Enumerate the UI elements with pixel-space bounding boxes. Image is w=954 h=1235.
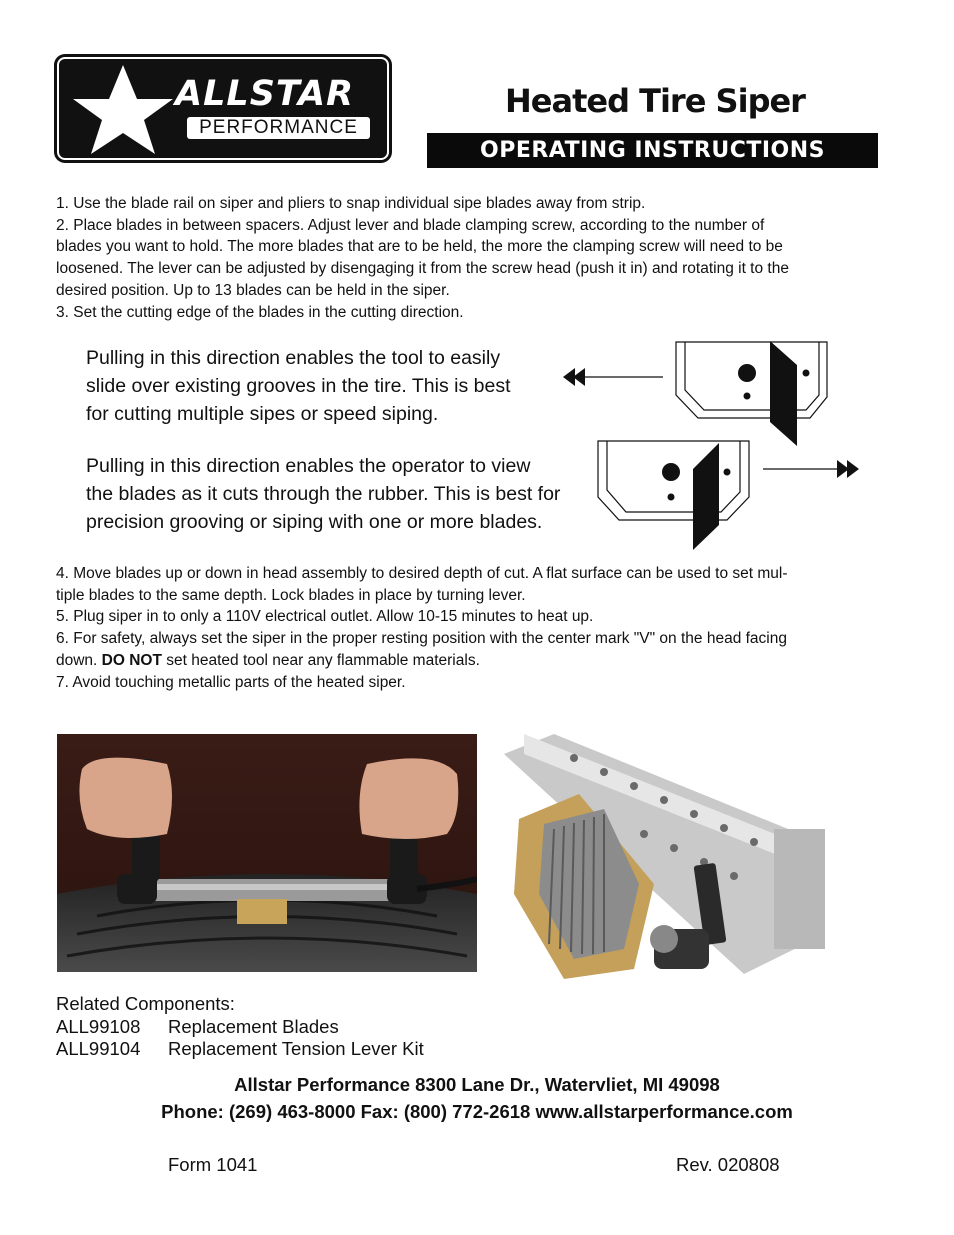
blade-direction-diagram: [555, 335, 875, 555]
step-line: loosened. The lever can be adjusted by disengaging it from the screw head (push it in) and rotating it to the: [56, 260, 789, 278]
instructions-banner: OPERATING INSTRUCTIONS: [427, 133, 878, 168]
siper-in-use-photo: [57, 734, 477, 972]
part-number: ALL99108: [56, 1015, 141, 1037]
step-line: [56, 650, 898, 672]
warning-text: DO NOT: [101, 651, 162, 669]
direction-line: the blades as it cuts through the rubber. This is best for: [86, 483, 561, 505]
direction-line: slide over existing grooves in the tire. This is best: [86, 375, 511, 397]
direction-line: Pulling in this direction enables the operator to view: [86, 455, 531, 477]
page-title: Heated Tire Siper: [505, 82, 805, 120]
blade-head-top: [676, 341, 827, 446]
logo-wordmark: ALLSTAR: [175, 74, 355, 114]
part-number: ALL99104: [56, 1038, 141, 1059]
left-arrow-icon: [563, 368, 663, 386]
part-row: [56, 1016, 424, 1039]
blade-head-closeup-photo: [484, 734, 825, 1004]
direction-line: precision grooving or siping with one or more blades.: [86, 511, 543, 533]
step-line: 4. Move blades up or down in head assembly to desired depth of cut. A flat surface can be used to set mul-: [56, 565, 788, 582]
blade-head-bottom: [598, 441, 749, 550]
step-line: blades you want to hold. The more blades that are to be held, the more the clamping screw will need to be: [56, 238, 783, 256]
related-components: [56, 993, 424, 1061]
allstar-logo: [57, 57, 389, 160]
right-pull-description: [86, 452, 586, 536]
direction-line: Pulling in this direction enables the tool to easily: [86, 347, 501, 369]
left-pull-description: [86, 344, 546, 428]
part-name: Replacement Blades: [168, 1015, 339, 1037]
part-row: [56, 1038, 424, 1061]
step-line: 5. Plug siper in to only a 110V electrical outlet. Allow 10-15 minutes to heat up.: [56, 608, 594, 626]
company-contact: Phone: (269) 463-8000 Fax: (800) 772-2618 www.allstarperformance.com: [161, 1101, 793, 1122]
revision-number: Rev. 020808: [676, 1154, 780, 1175]
company-address: Allstar Performance 8300 Lane Dr., Watervliet, MI 49098: [234, 1074, 720, 1095]
logo-subtitle: PERFORMANCE: [187, 117, 370, 139]
step-line: 2. Place blades in between spacers. Adjust lever and blade clamping screw, according to the number of: [56, 216, 765, 234]
step-line: 1. Use the blade rail on siper and pliers to snap individual sipe blades away from strip.: [56, 195, 646, 212]
step-line: 6. For safety, always set the siper in the proper resting position with the center mark "V" on the head facing: [56, 630, 787, 648]
step-line: 7. Avoid touching metallic parts of the heated siper.: [56, 673, 406, 691]
step-line: 3. Set the cutting edge of the blades in the cutting direction.: [56, 303, 464, 321]
right-arrow-icon: [763, 460, 859, 478]
step-text: down.: [56, 651, 102, 669]
step-line: tiple blades to the same depth. Lock blades in place by turning lever.: [56, 586, 526, 604]
step-line: desired position. Up to 13 blades can be held in the siper.: [56, 281, 450, 299]
form-number: Form 1041: [168, 1154, 258, 1175]
steps-part-1: [56, 193, 898, 323]
step-text: set heated tool near any flammable materials.: [161, 651, 480, 669]
direction-line: for cutting multiple sipes or speed siping.: [86, 403, 439, 425]
related-heading: Related Components:: [56, 993, 235, 1014]
part-name: Replacement Tension Lever Kit: [168, 1038, 424, 1059]
steps-part-2: [56, 563, 898, 693]
